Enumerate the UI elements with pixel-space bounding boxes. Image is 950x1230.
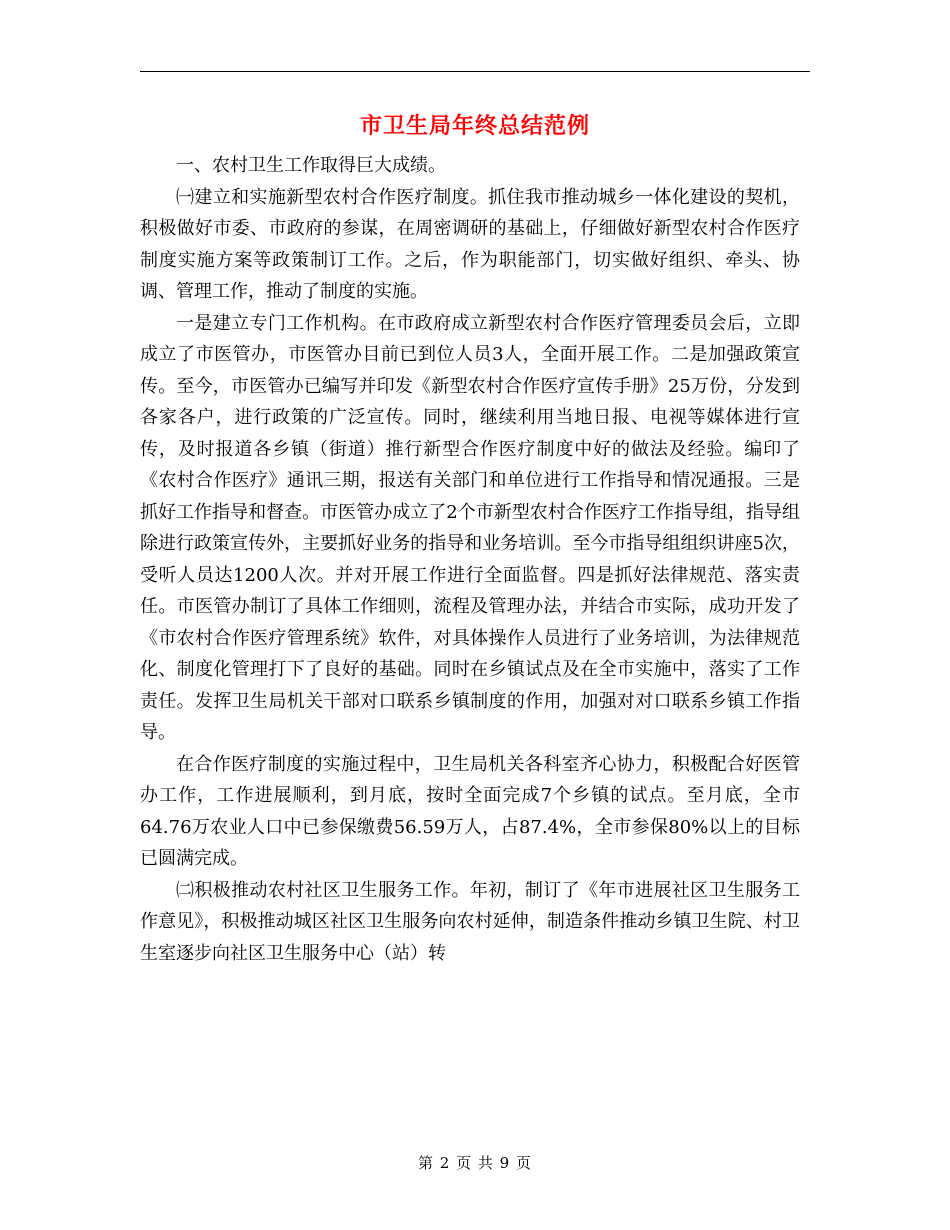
paragraph: 在合作医疗制度的实施过程中，卫生局机关各科室齐心协力，积极配合好医管办工作，工作进展顺利，到月底，按时全面完成7个乡镇的试点。至月底，全市64.76万农业人口中已参保缴费56.59万人，占87.4%，全市参保80%以上的目标已圆满完成。: [140, 753, 800, 869]
section-heading: 一、农村卫生工作取得巨大成绩。: [176, 155, 446, 176]
paragraph: 一是建立专门工作机构。在市政府成立新型农村合作医疗管理委员会后，立即成立了市医管办，市医管办目前已到位人员3人，全面开展工作。二是加强政策宣传。至今，市医管办已编写并印发《新型农村合作医疗宣传手册》25万份，分发到各家各户，进行政策的广泛宣传。同时，继续利用当地日报、电视等媒体进行宣传，及时报道各乡镇（街道）推行新型合作医疗制度中好的做法及经验。编印了《农村合作医疗》通讯三期，报送有关部门和单位进行工作指导和情况通报。三是抓好工作指导和督查。市医管办成立了2个市新型农村合作医疗工作指导组，指导组除进行政策宣传外，主要抓好业务的指导和业务培训。至今市指导组组织讲座5次，受听人员达1200人次。并对开展工作进行全面监督。四是抓好法律规范、落实责任。市医管办制订了具体工作细则，流程及管理办法，并结合市实际，成功开发了《市农村合作医疗管理系统》软件，对具体操作人员进行了业务培训，为法律规范化、制度化管理打下了良好的基础。同时在乡镇试点及在全市实施中，落实了工作责任。发挥卫生局机关干部对口联系乡镇制度的作用，加强对对口联系乡镇工作指导。: [140, 312, 800, 743]
document-title: 市卫生局年终总结范例: [359, 113, 590, 139]
paragraph: ㈡积极推动农村社区卫生服务工作。年初，制订了《年市进展社区卫生服务工作意见》，积极推动城区社区卫生服务向农村延伸，制造条件推动乡镇卫生院、村卫生室逐步向社区卫生服务中心（站）转: [140, 879, 800, 964]
header-rule: [140, 71, 810, 72]
page-footer: 第 2 页 共 9 页: [418, 1154, 532, 1172]
document-body: [140, 150, 800, 969]
paragraph: ㈠建立和实施新型农村合作医疗制度。抓住我市推动城乡一体化建设的契机，积极做好市委、市政府的参谋，在周密调研的基础上，仔细做好新型农村合作医疗制度实施方案等政策制订工作。之后，作为职能部门，切实做好组织、牵头、协调、管理工作，推动了制度的实施。: [140, 186, 800, 302]
